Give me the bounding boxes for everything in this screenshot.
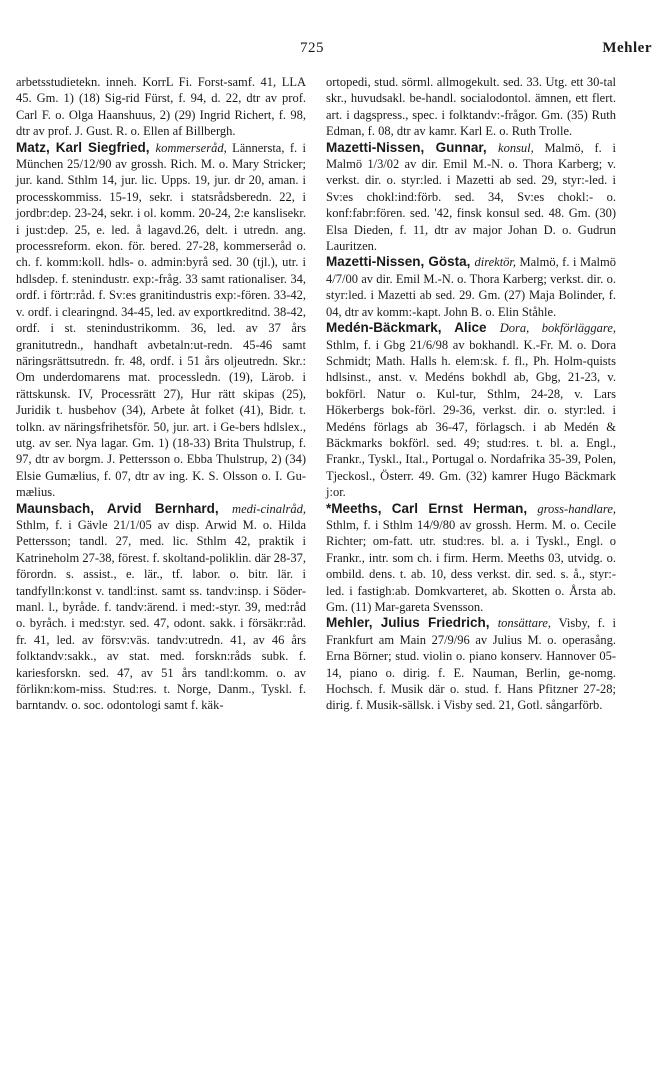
entry-text: Sthlm, f. i Sthlm 14/9/80 av grossh. Herm. M. o. Cecile Richter; om-fatt. utr. stud:res. bl. a. i Tyskl., Engl. o Frankr., intr. som ch. i firm. Herm. Meeths 03, utvidg. o. ombild. dens. t. ab. 10, dess verkst. dir. sed. s. å., styr:-led. i fastigh:ab. Domkvarteret, ab. Skotten o. Årsta ab. Gm. (11) Mar-gareta Svensson. xyxy=(326,517,616,614)
entry-title: medi-cinalråd, xyxy=(232,501,306,516)
entry-text: Sthlm, f. i Gävle 21/1/05 av disp. Arwid M. o. Hilda Pettersson; tandl. 27, med. lic. Sthlm 42, praktik i Katrineholm 27-38, förest. f. skoltand-poliklin. där 28-37, förordn. s. assist., e. lär., tf. labor. o. bitr. lär. i tandfylln:konst v. tandl:inst. samt ss. tandv:insp. i Söder-manl. l., byråde. f. tandv:ärend. i med:-styr. 39, med:råd o. byråch. i med:styr. sed. 47, odont. sakk. i försäkr:råd. fr. 41, led. av försv:väs. tandv:utredn. 41, av 46 års folktandv:sakk., av stat. med. forskn:råds subk. f. kariesforskn. sed. 47, av 51 års tandl:komm. o. av förlikn:kom-miss. Stud:res. t. Norge, Danm., Tyskl. f. barntandv. o. soc. odontologi samt f. käk- xyxy=(16,517,306,713)
entry-name: Medén-Bäckmark, Alice xyxy=(326,320,500,336)
entry-name: Matz, Karl Siegfried, xyxy=(16,139,156,155)
entry-title: Dora, bokförläggare, xyxy=(499,321,616,336)
biography-entry xyxy=(326,501,616,616)
biography-entry xyxy=(326,320,616,500)
entry-name: Mazetti-Nissen, Gunnar, xyxy=(326,139,499,155)
biography-entry xyxy=(16,501,306,714)
entry-title: kommerseråd, xyxy=(155,140,233,155)
page-header xyxy=(0,40,664,62)
entry-name: Maunsbach, Arvid Bernhard, xyxy=(16,500,233,516)
continued-entry-text: arbetsstudietekn. inneh. KorrL Fi. Forst-samf. 41, LLA 45. Gm. 1) (18) Sig-rid Fürst, f. 94, d. 22, dtr av prof. Carl F. o. Olga Haanshuus, 2) (29) Ingrid Richert, f. 98, dtr av prof. J. Gust. R. o. Ellen af Billbergh. xyxy=(16,75,306,139)
entry-name: Mehler, Julius Friedrich, xyxy=(326,615,498,631)
biography-entry xyxy=(326,615,616,713)
entry-name: *Meeths, Carl Ernst Herman, xyxy=(326,500,538,516)
entry-name: Mazetti-Nissen, Gösta, xyxy=(326,254,475,270)
entry-text: Malmö, f. i Malmö 4/7/00 av dir. Emil M.-N. o. Thora Karberg; verkst. dir. o. styr:led. i Mazetti ab sed. 29. Gm. (27) Maja Bolinder, f. 04, dtr av komm:-kapt. John B. o. Elin Ståhle. xyxy=(326,255,616,319)
entry-title: gross-handlare, xyxy=(537,501,616,516)
running-head: Mehler xyxy=(602,40,652,56)
entry-text: Sthlm, f. i Gbg 21/6/98 av bokhandl. K.-Fr. M. o. Dora Schmidt; Math. Halls h. elem:sk. f. fl., Ph. Holm-quists hdlsinst., anst. v. Medéns bokhdl ab, Gbg, 21-23, v. bokförl. Natur o. Kul-tur, Sthlm, 24-28, v. Lars Hökerbergs bok-förl. 29-36, verkst. dir. o. styr:led. i Medéns förlags ab 36-47, förlagsch. i ab Medén & Bäckmarks bokförl. sed. 49; stud:res. t. bl. a. Engl., Frankr., Tyskl., Ital., Portugal o. Nordafrika 35-39, Polen, Tjeckosl., Österr. 49. Gm. (32) kamrer Hugo Bäckmark j:or. xyxy=(326,337,616,500)
biography-entry xyxy=(326,140,616,255)
continued-entry-text: ortopedi, stud. sörml. allmogekult. sed. 33. Utg. ett 30-tal skr., huvudsakl. be-handl. socialodontol. ämnen, ett flert. art. i dagspress., spec. i folktandv:-frågor. Gm. (35) Ruth Edman, f. 08, dtr av kamr. Karl E. o. Ruth Trolle. xyxy=(326,75,616,139)
biography-entry xyxy=(16,140,306,501)
entry-title: tonsättare, xyxy=(497,616,559,631)
left-column xyxy=(16,74,306,714)
page-number: 725 xyxy=(300,40,324,56)
biography-entry xyxy=(326,254,616,320)
entry-text: Lännersta, f. i München 25/12/90 av grossh. Rich. M. o. Mary Stricker; jur. kand. Sthlm 14, jur. lic. Upps. 19, jur. dr 20, aman. i processkommiss. 15-19, sekr. i statsrådsberedn. 22, i jordbr:dep. 23-24, sekr. i ol. komm. 20-24, 2:e kanslisekr. i just:dep. 25, e. led. å lagavd.26, delt. i utredn. ang. processreform. ekon. för. bered. 27-28, kommerseråd o. ch. f. komm:koll. hdls- o. admin:byrå sed. 30 (tjl.), utr. i hdlsdep. f. stenindustr. exp:-fråg. 33 samt rationaliser. 34, ordf. i förtr:råd. f. Sv:es granitindustris exp:-fören. 33-42, v. ordf. i clearingnd. 34-45, led. av exportkreditnd. 38-42, ordf. i st. stenindustrikomm. 36, led. av 37 års granitutredn., handhaft avbetaln:ut-redn. 45-46 samt näringsrättsutredn. fr. 48, ordf. i 51 års oljeutredn. Skr.: Om underdomarens mat. processledn. (19), Lärob. i rättskunsk. IV, Processrätt 27), Hur rätt skipas (25), Juridik t. husbehov (34), Arbete åt folket (41), Bidr. t. tolkn. av näringsfrihetsför. 50, jur. art. i Ge-bers hdlslex., utg. av ser. Nya lagar. Gm. 1) (18-33) Brita Thulstrup, f. 97, dtr av borgm. J. Pettersson o. Ebba Thulstrup, 2) (34) Elsie Gumælius, f. 07, dtr av ing. K. S. Olsson o. I. Gu-mælius. xyxy=(16,140,306,500)
right-column xyxy=(326,74,616,714)
entry-title: konsul, xyxy=(498,140,545,155)
entry-text: Malmö, f. i Malmö 1/3/02 av dir. Emil M.-N. o. Thora Karberg; v. verkst. dir. o. styr:led. i Mazetti ab sed. 29, styr:-led. i Sv:es chokl:ind:förb. sed. 34, Sv:es chokl:- o. konf:fabr:fören. sed. '42, finsk konsul sed. 48. Gm. (30) Elsa Dieden, f. 11, dtr av major Johan D. o. Gudrun Lauritzen. xyxy=(326,140,617,254)
entry-title: direktör, xyxy=(474,255,520,270)
entry-text: Visby, f. i Frankfurt am Main 27/9/96 av Julius M. o. operasång. Erna Börner; stud. violin o. piano konserv. Hannover 05-14, piano o. dirig. f. E. Nauman, Berlin, ge-nomg. Hochsch. f. Musik där o. stud. f. Hans Pfitzner 27-28; dirig. f. Musik-sällsk. i Visby sed. 21, Gotl. sångarförb. xyxy=(326,616,617,713)
